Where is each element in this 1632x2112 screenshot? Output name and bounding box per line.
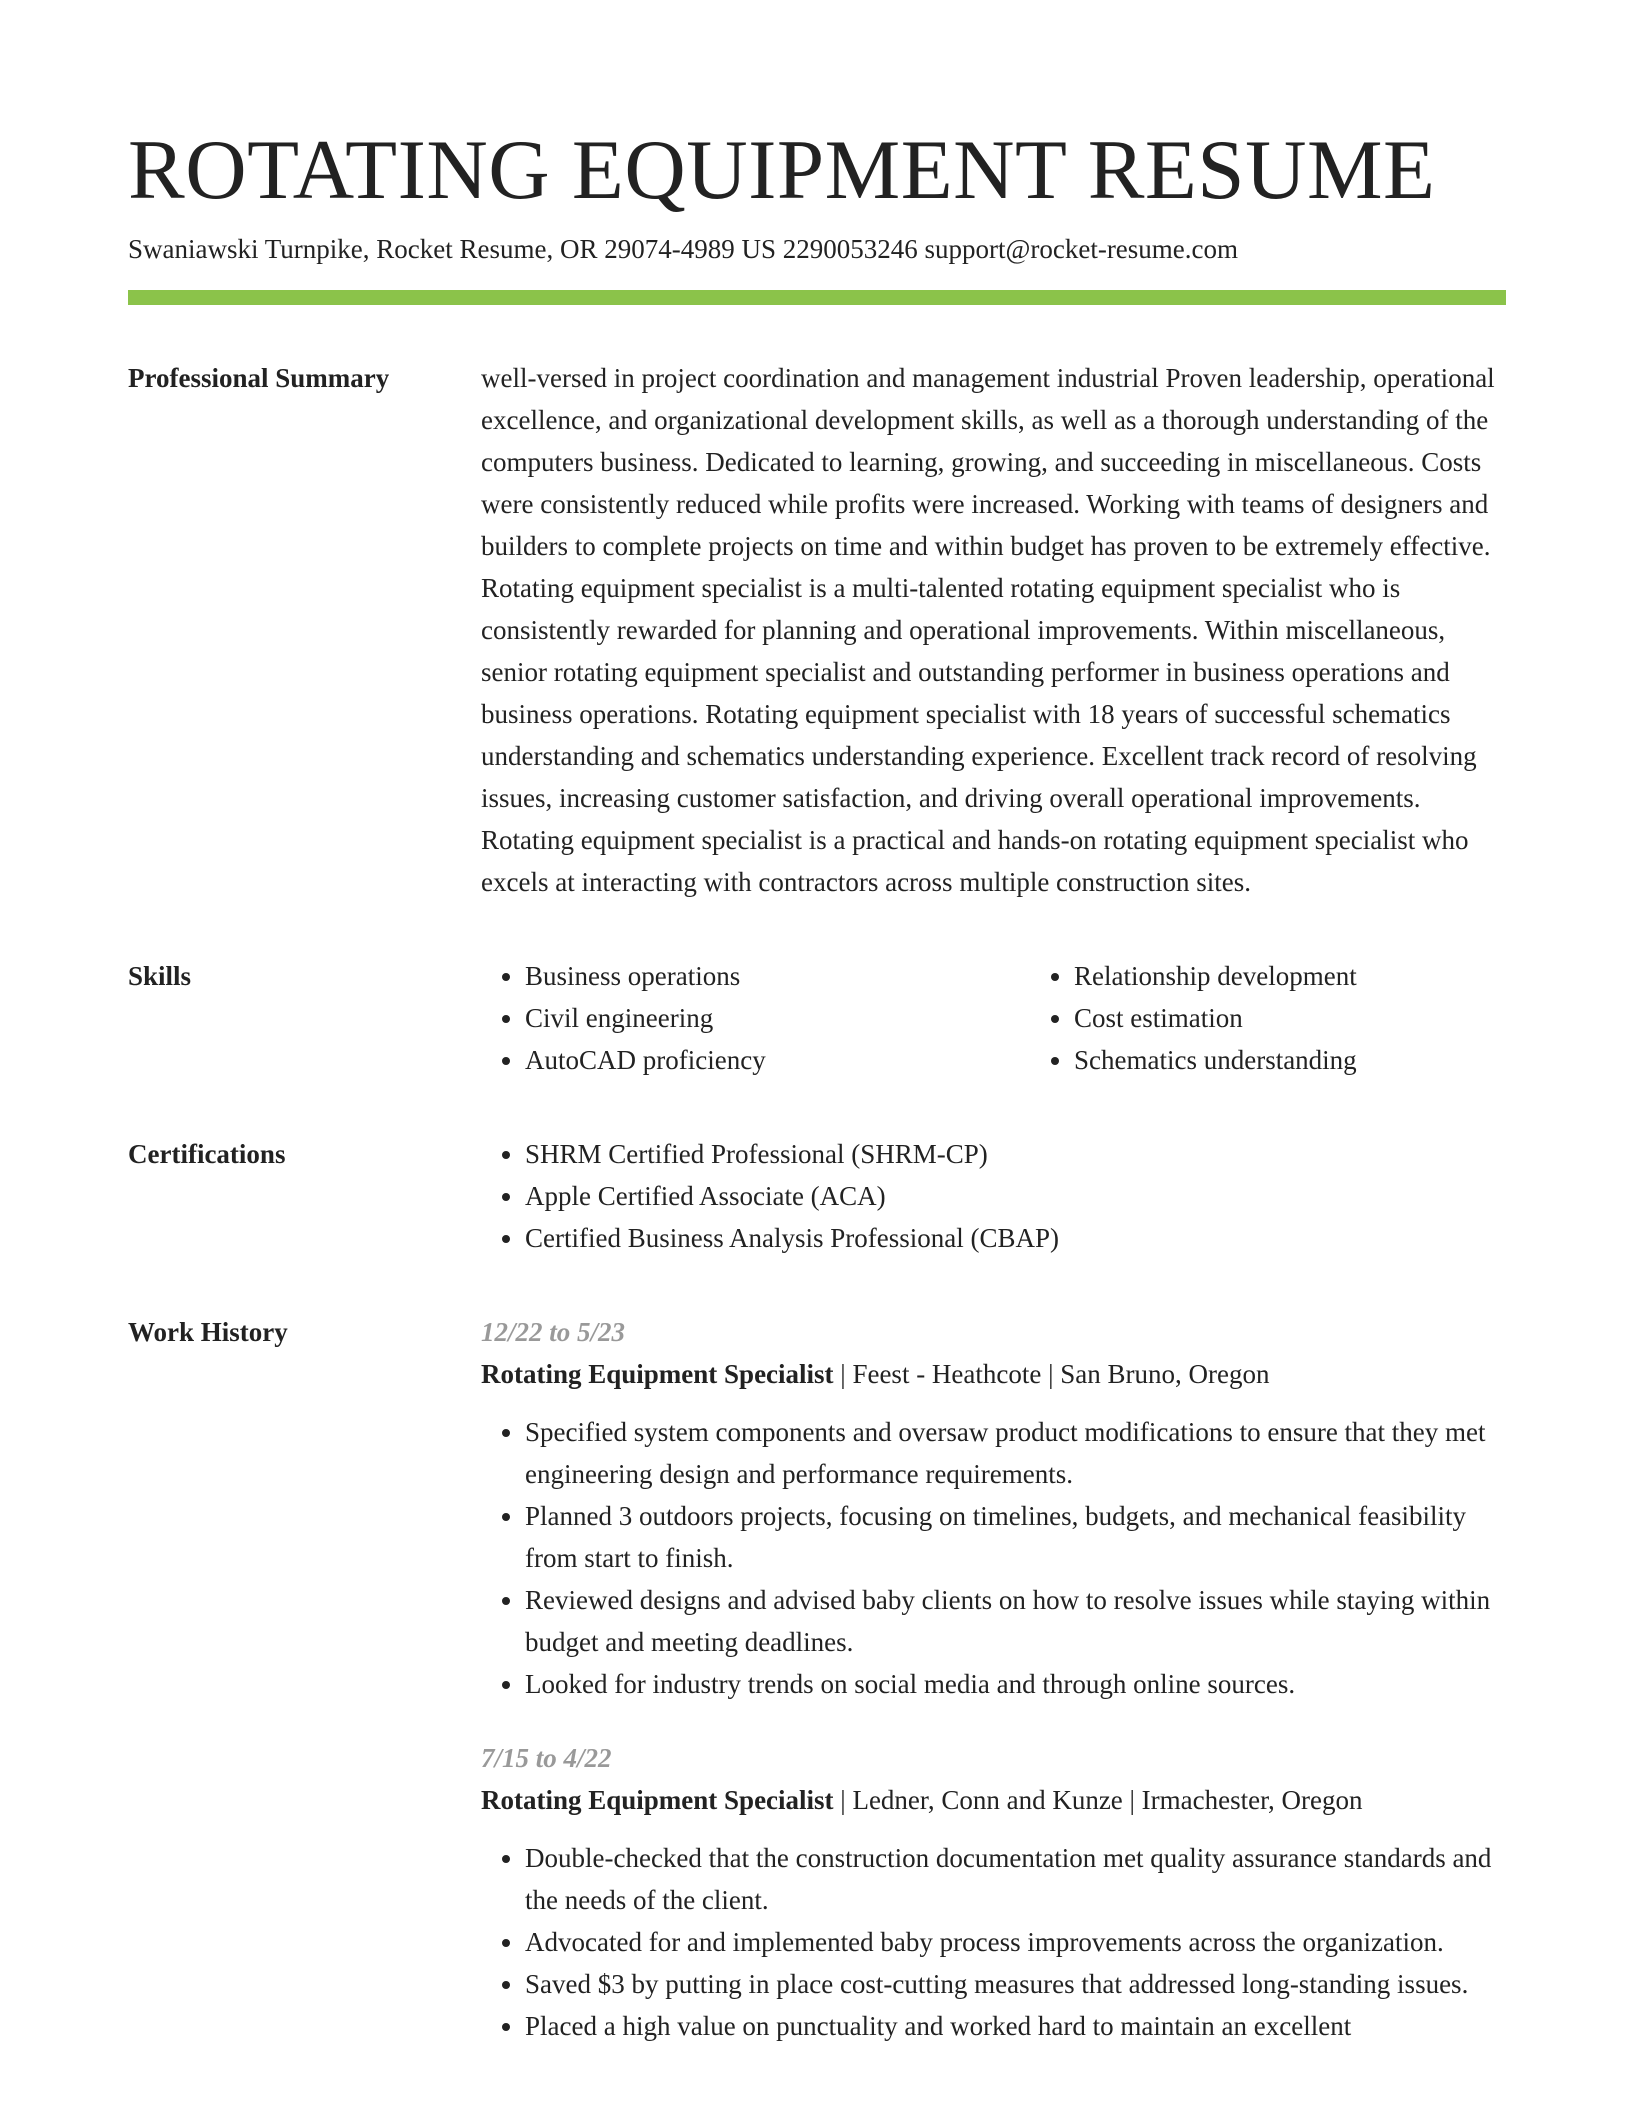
job-title: Rotating Equipment Specialist bbox=[481, 1359, 834, 1389]
skill-item: • Cost estimation bbox=[1074, 997, 1579, 1039]
job-heading bbox=[481, 1779, 1506, 1821]
certifications-list bbox=[481, 1133, 1506, 1259]
job-bullet: • Double-checked that the construction documentation met quality assurance standards and the needs of the client. bbox=[525, 1837, 1506, 1921]
job-dates: 7/15 to 4/22 bbox=[481, 1743, 612, 1773]
job-heading bbox=[481, 1353, 1506, 1395]
section-label-summary: Professional Summary bbox=[128, 363, 390, 393]
job-details: | Ledner, Conn and Kunze | Irmachester, Oregon bbox=[833, 1785, 1363, 1815]
job-entry bbox=[481, 1737, 1506, 2047]
job-dates: 12/22 to 5/23 bbox=[481, 1317, 626, 1347]
section-label-certifications: Certifications bbox=[128, 1139, 286, 1169]
work-history-section bbox=[128, 1311, 1506, 2047]
job-bullet: • Planned 3 outdoors projects, focusing on timelines, budgets, and mechanical feasibility from start to finish. bbox=[525, 1495, 1506, 1579]
skills-section bbox=[128, 955, 1506, 1081]
certification-item: • SHRM Certified Professional (SHRM-CP) bbox=[525, 1133, 1506, 1175]
job-bullets bbox=[481, 1411, 1506, 1705]
job-bullet: • Advocated for and implemented baby process improvements across the organization. bbox=[525, 1921, 1506, 1963]
skills-list-right bbox=[1030, 955, 1579, 1081]
skill-item: • Relationship development bbox=[1074, 955, 1579, 997]
summary-text: well-versed in project coordination and management industrial Proven leadership, operational excellence, and organizational development skills, as well as a thorough understanding of the computers business. Dedicated to learning, growing, and succeeding in miscellaneous. Costs were consistently reduced while profits were increased. Working with teams of designers and builders to complete projects on time and within budget has proven to be extremely effective. Rotating equipment specialist is a multi-talented rotating equipment specialist who is consistently rewarded for planning and operational improvements. Within miscellaneous, senior rotating equipment specialist and outstanding performer in business operations and business operations. Rotating equipment specialist with 18 years of successful schematics understanding and schematics understanding experience. Excellent track record of resolving issues, increasing customer satisfaction, and driving overall operational improvements. Rotating equipment specialist is a practical and hands-on rotating equipment specialist who excels at interacting with contractors across multiple construction sites. bbox=[481, 363, 1495, 897]
job-details: | Feest - Heathcote | San Bruno, Oregon bbox=[833, 1359, 1270, 1389]
header-divider bbox=[128, 290, 1506, 305]
job-bullets bbox=[481, 1837, 1506, 2047]
section-label-skills: Skills bbox=[128, 961, 192, 991]
contact-line: Swaniawski Turnpike, Rocket Resume, OR 29074-4989 US 2290053246 support@rocket-resume.com bbox=[128, 234, 1239, 264]
professional-summary-section bbox=[128, 357, 1506, 903]
job-entry bbox=[481, 1311, 1506, 1705]
certifications-section bbox=[128, 1133, 1506, 1259]
skill-item: • AutoCAD proficiency bbox=[525, 1039, 1030, 1081]
job-bullet: • Specified system components and oversaw product modifications to ensure that they met engineering design and performance requirements. bbox=[525, 1411, 1506, 1495]
resume-title: ROTATING EQUIPMENT RESUME bbox=[128, 123, 1436, 217]
section-label-work-history: Work History bbox=[128, 1317, 288, 1347]
resume-page bbox=[128, 120, 1506, 2047]
skill-item: • Schematics understanding bbox=[1074, 1039, 1579, 1081]
certification-item: • Certified Business Analysis Professional (CBAP) bbox=[525, 1217, 1506, 1259]
skills-list-left bbox=[481, 955, 1030, 1081]
job-bullet: • Reviewed designs and advised baby clients on how to resolve issues while staying within budget and meeting deadlines. bbox=[525, 1579, 1506, 1663]
job-bullet: • Placed a high value on punctuality and worked hard to maintain an excellent bbox=[525, 2005, 1506, 2047]
certification-item: • Apple Certified Associate (ACA) bbox=[525, 1175, 1506, 1217]
skill-item: • Civil engineering bbox=[525, 997, 1030, 1039]
job-title: Rotating Equipment Specialist bbox=[481, 1785, 834, 1815]
job-bullet: • Looked for industry trends on social media and through online sources. bbox=[525, 1663, 1506, 1705]
skill-item: • Business operations bbox=[525, 955, 1030, 997]
job-bullet: • Saved $3 by putting in place cost-cutting measures that addressed long-standing issues. bbox=[525, 1963, 1506, 2005]
